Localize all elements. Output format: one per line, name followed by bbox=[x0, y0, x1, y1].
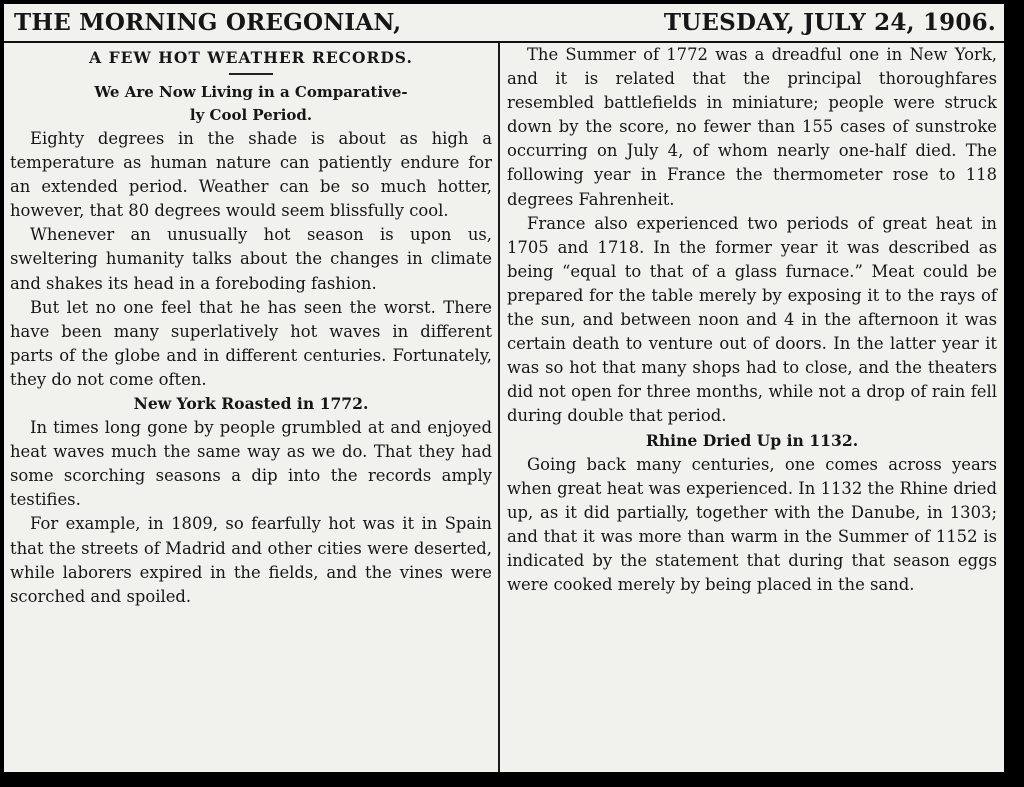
paragraph-6: The Summer of 1772 was a dreadful one in New York, and it is related that the principal thoroughfares resembled battlefields in miniature; people were struck down by the score, no fewer than 155 cases of sunstroke occurring on July 4, of whom nearly one-half died. The following year in France the thermometer rose to 118 degrees Fahrenheit. bbox=[507, 45, 997, 209]
paragraph-4: In times long gone by people grumbled at and enjoyed heat waves much the same way as we do. That they had some scorching seasons a dip into the records amply testifies. bbox=[10, 418, 492, 510]
masthead bbox=[4, 4, 1004, 42]
masthead-paper-name: THE MORNING OREGONIAN, bbox=[14, 9, 402, 36]
paragraph-7: France also experienced two periods of great heat in 1705 and 1718. In the former year it was described as being “equal to that of a glass furnace.” Meat could be prepared for the table merely by exposing it to the rays of the sun, and between noon and 4 in the afternoon it was certain death to venture out of doors. In the latter year it was so hot that many shops had to close, and the theaters did not open for three months, while not a drop of rain fell during double that period. bbox=[507, 213, 997, 426]
paragraph-1: Eighty degrees in the shade is about as high a temperature as human nature can patiently endure for an extended period. Weather can be so much hotter, however, that 80 degrees would seem blissfully cool. bbox=[10, 129, 492, 221]
article-deck bbox=[10, 81, 492, 127]
paragraph-8: Going back many centuries, one comes across years when great heat was experienced. In 1132 the Rhine dried up, as it did partially, together with the Danube, in 1303; and that it was more than warm in the Summer of 1152 is indicated by the statement that during that season eggs were cooked merely by being placed in the sand. bbox=[507, 454, 997, 594]
article-deck-line-1: We Are Now Living in a Comparative- bbox=[94, 83, 408, 101]
subheading-new-york: New York Roasted in 1772. bbox=[133, 394, 369, 414]
column-divider bbox=[498, 43, 500, 772]
newspaper-clipping bbox=[4, 4, 1004, 772]
subheading-rhine: Rhine Dried Up in 1132. bbox=[645, 430, 859, 450]
paragraph-2: Whenever an unusually hot season is upon us, sweltering humanity talks about the changes in climate and shakes its head in a foreboding fashion. bbox=[10, 225, 492, 293]
headline-rule bbox=[229, 73, 273, 75]
masthead-date: TUESDAY, JULY 24, 1906. bbox=[663, 9, 996, 36]
article-deck-line-2: ly Cool Period. bbox=[189, 106, 313, 124]
article-headline: A FEW HOT WEATHER RECORDS. bbox=[89, 48, 413, 67]
left-column bbox=[10, 43, 492, 609]
right-column bbox=[507, 43, 997, 597]
paragraph-5: For example, in 1809, so fearfully hot was it in Spain that the streets of Madrid and other cities were deserted, while laborers expired in the fields, and the vines were scorched and spoiled. bbox=[10, 514, 492, 606]
paragraph-3: But let no one feel that he has seen the worst. There have been many superlatively hot waves in different parts of the globe and in different centuries. Fortunately, they do not come often. bbox=[10, 297, 492, 389]
